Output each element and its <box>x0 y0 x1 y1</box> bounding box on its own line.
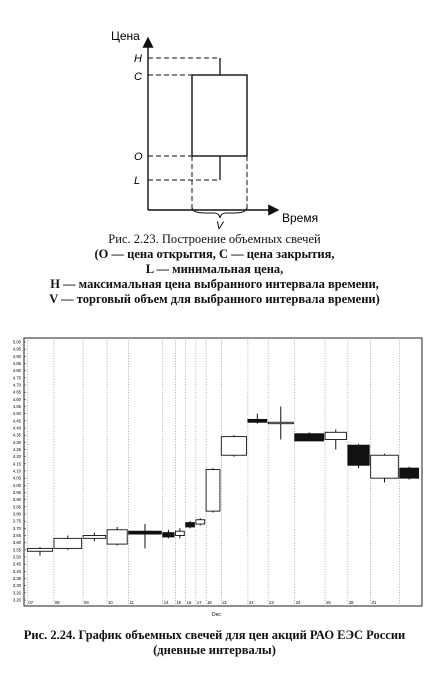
candle-body-up <box>54 538 82 548</box>
candle-body-up <box>325 432 346 439</box>
y-tick-label: 4.05 <box>12 475 21 481</box>
y-tick-label: 3.45 <box>12 561 21 567</box>
x-tick-label: 10 <box>108 600 113 605</box>
candle-body-down <box>129 531 162 534</box>
y-tick-label: 3.70 <box>12 525 21 531</box>
x-tick-label: 17 <box>196 600 202 605</box>
level-l-label: L <box>134 175 141 187</box>
y-tick-label: 3.55 <box>12 547 21 553</box>
y-tick-label: 4.40 <box>12 425 21 431</box>
chart-plot-area <box>24 338 422 606</box>
y-tick-label: 4.35 <box>12 432 21 438</box>
candle-body-down <box>400 468 419 478</box>
x-tick-label: 14 <box>163 600 169 605</box>
candle-body-up <box>196 520 205 524</box>
y-tick-label: 3.25 <box>12 590 21 596</box>
x-tick-label: 15 <box>176 600 182 605</box>
x-tick-label: 11 <box>129 600 134 605</box>
x-tick-label: 16 <box>186 600 192 605</box>
x-tick-label: 18 <box>207 600 212 605</box>
candle-body-up <box>206 470 220 512</box>
caption-line: (дневные интервалы) <box>153 643 276 657</box>
y-tick-label: 3.65 <box>12 533 21 538</box>
candle-body-down <box>295 434 324 441</box>
x-tick-label: 24 <box>295 600 301 605</box>
y-tick-label: 3.35 <box>12 576 21 581</box>
y-tick-label: 4.75 <box>12 375 21 381</box>
y-tick-label: 4.95 <box>12 346 21 352</box>
y-tick-label: 3.30 <box>12 583 21 589</box>
y-tick-label: 4.90 <box>12 353 21 359</box>
x-tick-label: 07 <box>28 600 34 605</box>
y-tick-label: 4.25 <box>12 447 21 452</box>
candle-body-up <box>107 530 127 544</box>
y-tick-label: 3.90 <box>12 497 21 503</box>
x-tick-label: 22 <box>248 600 254 605</box>
y-tick-label: 4.00 <box>12 482 21 488</box>
diagram-x-axis-label: Время <box>282 211 319 225</box>
y-tick-label: 3.80 <box>12 511 21 517</box>
y-tick-label: 3.95 <box>12 490 21 495</box>
y-tick-label: 4.50 <box>12 411 21 417</box>
y-tick-label: 4.85 <box>12 361 21 366</box>
y-tick-label: 4.60 <box>12 396 21 402</box>
figure-caption-2-23 <box>0 232 429 307</box>
y-tick-label: 3.60 <box>12 540 21 546</box>
y-tick-label: 3.85 <box>12 504 21 510</box>
y-tick-label: 4.30 <box>12 439 21 445</box>
y-tick-label: 4.20 <box>12 454 21 460</box>
volume-candle-diagram <box>0 0 429 230</box>
caption-title: Рис. 2.23. Построение объемных свечей <box>108 232 321 246</box>
y-tick-label: 3.40 <box>12 568 21 574</box>
y-tick-label: 4.65 <box>12 389 21 395</box>
x-tick-label: 01 <box>371 600 377 605</box>
x-month-label: Dec <box>212 612 221 618</box>
x-tick-label: 25 <box>326 600 331 605</box>
y-tick-label: 4.55 <box>12 404 21 409</box>
candle-body-up <box>27 548 52 551</box>
figure-caption-2-24 <box>0 628 429 658</box>
caption-line: V — торговый объем для выбранного интервала времени) <box>49 292 380 306</box>
candle-body-down <box>163 533 174 537</box>
x-tick-label: 09 <box>84 600 89 605</box>
y-tick-label: 5.00 <box>12 339 21 345</box>
x-tick-label: 21 <box>222 600 227 605</box>
caption-line: (O — цена открытия, C — цена закрытия, <box>94 247 335 261</box>
candle-body-down <box>348 445 369 465</box>
level-h-label: H <box>134 53 142 65</box>
caption-line: Рис. 2.24. График объемных свечей для цен акций РАО ЕЭС России <box>23 628 406 642</box>
y-tick-label: 4.70 <box>12 382 21 388</box>
level-o-label: O <box>134 151 143 163</box>
volume-candle-chart <box>0 330 429 620</box>
volume-label: V <box>216 220 224 230</box>
candle-body <box>192 75 247 156</box>
y-tick-label: 3.20 <box>12 597 21 603</box>
x-tick-label: 28 <box>348 600 354 605</box>
candle-body-down <box>248 419 267 422</box>
candle-body-up <box>371 455 399 478</box>
caption-line: H — максимальная цена выбранного интервала времени, <box>50 277 379 291</box>
candle-body-up <box>175 531 184 535</box>
y-tick-label: 4.45 <box>12 418 21 424</box>
caption-line: L — минимальная цена, <box>145 262 284 276</box>
y-tick-label: 3.75 <box>12 518 21 524</box>
volume-brace <box>192 207 247 218</box>
candle-body-up <box>83 536 106 539</box>
y-tick-label: 4.10 <box>12 468 21 474</box>
y-tick-label: 4.15 <box>12 461 21 467</box>
x-tick-label: 08 <box>54 600 60 605</box>
candle-body-down <box>186 523 195 527</box>
y-tick-label: 3.50 <box>12 554 21 560</box>
level-c-label: C <box>134 71 142 83</box>
candle-body-up <box>221 437 246 456</box>
y-tick-label: 4.80 <box>12 368 21 374</box>
candle-body-up <box>268 422 293 423</box>
diagram-y-axis-label: Цена <box>111 29 140 43</box>
x-tick-label: 23 <box>269 600 274 605</box>
